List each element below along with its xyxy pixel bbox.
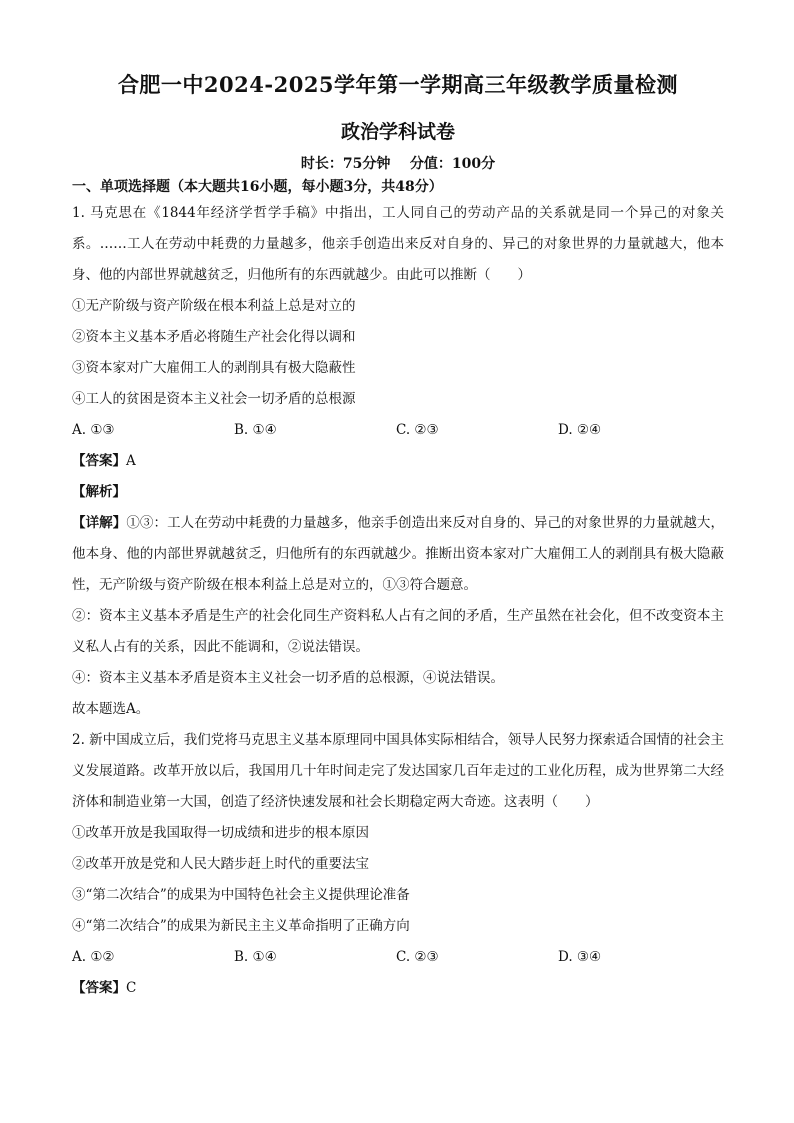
question-stem: 1. 马克思在《1844年经济学哲学手稿》中指出，工人同自己的劳动产品的关系就是同一个异己的对象关系。……工人在劳动中耗费的力量越多，他亲手创造出来反对自身的、异己的对象世界的力量就越大，他本身、他的内部世界就越贫乏，归他所有的东西就越少。由此可以推断（ ） (72, 205, 724, 283)
option-a: A. ①③ (72, 422, 115, 438)
answer-line (72, 973, 724, 1004)
option-c: C. ②③ (396, 422, 439, 438)
option-d: D. ②④ (558, 422, 602, 438)
question-1 (72, 198, 724, 725)
explanation-paragraph: ②：资本主义基本矛盾是生产的社会化同生产资料私人占有之间的矛盾，生产虽然在社会化，但不改变资本主义私人占有的关系，因此不能调和，②说法错误。 (72, 608, 724, 655)
statement-item: ②资本主义基本矛盾必将随生产社会化得以调和 (72, 329, 356, 345)
answer-label: 【答案】 (72, 453, 126, 469)
analysis-line (72, 477, 724, 508)
answer-options (72, 415, 724, 446)
statement-item: ②改革开放是党和人民大踏步赶上时代的重要法宝 (72, 856, 369, 872)
analysis-label: 【解析】 (72, 484, 126, 500)
explanation-paragraph: 【详解】①③：工人在劳动中耗费的力量越多，他亲手创造出来反对自身的、异己的对象世界的力量就越大，他本身、他的内部世界就越贫乏，归他所有的东西就越少。推断出资本家对广大雇佣工人的剥削具有极大隐蔽性，无产阶级与资产阶级在根本利益上总是对立的，①③符合题意。 (72, 515, 725, 593)
explanation-paragraph: 故本题选A。 (72, 701, 150, 717)
exam-title: 合肥一中2024-2025学年第一学期高三年级教学质量检测 (117, 72, 679, 97)
option-c: C. ②③ (396, 949, 439, 965)
option-b: B. ①④ (234, 422, 277, 438)
answer-options (72, 942, 724, 973)
statement-item: ①改革开放是我国取得一切成绩和进步的根本原因 (72, 825, 369, 841)
statement-item: ③资本家对广大雇佣工人的剥削具有极大隐蔽性 (72, 360, 356, 376)
option-a: A. ①② (72, 949, 115, 965)
answer-value: A (126, 453, 136, 469)
explanation-paragraph: ④：资本主义基本矛盾是资本主义社会一切矛盾的总根源，④说法错误。 (72, 670, 504, 686)
question-stem: 2. 新中国成立后，我们党将马克思主义基本原理同中国具体实际相结合，领导人民努力探索适合国情的社会主义发展道路。改革开放以后，我国用几十年时间走完了发达国家几百年走过的工业化历程，成为世界第二大经济体和制造业第一大国，创造了经济快速发展和社会长期稳定两大奇迹。这表明（ ） (72, 732, 724, 810)
statement-item: ①无产阶级与资产阶级在根本利益上总是对立的 (72, 298, 356, 314)
detail-label: 【详解】 (72, 515, 127, 531)
option-d: D. ③④ (558, 949, 602, 965)
exam-meta: 时长：75分钟 分值：100分 (300, 156, 496, 172)
option-b: B. ①④ (234, 949, 277, 965)
subject-title: 政治学科试卷 (340, 121, 455, 143)
statement-item: ④“第二次结合”的成果为新民主主义革命指明了正确方向 (72, 918, 410, 934)
question-2 (72, 725, 724, 1004)
answer-label: 【答案】 (72, 980, 126, 996)
section-heading: 一、单项选择题（本大题共16小题，每小题3分，共48分） (72, 179, 443, 195)
answer-value: C (126, 980, 137, 996)
answer-line (72, 446, 724, 477)
statement-item: ③“第二次结合”的成果为中国特色社会主义提供理论准备 (72, 887, 410, 903)
statement-item: ④工人的贫困是资本主义社会一切矛盾的总根源 (72, 391, 356, 407)
